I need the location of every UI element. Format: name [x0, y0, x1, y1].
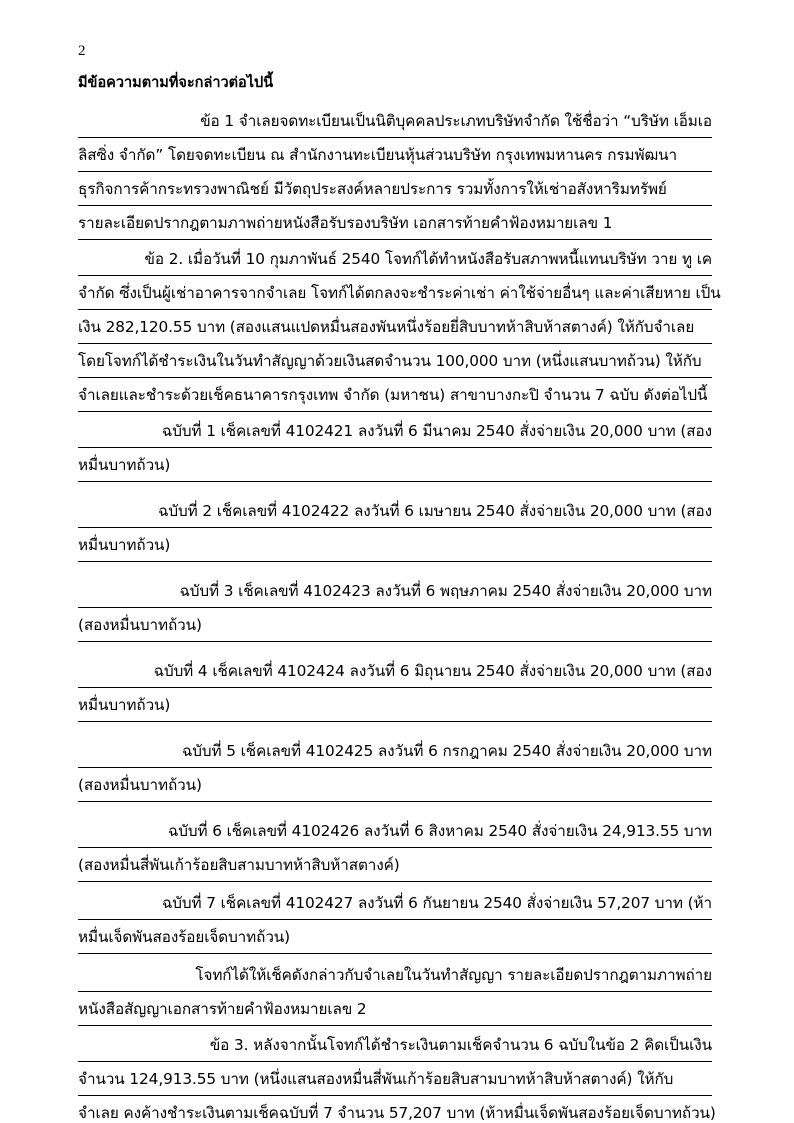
line-text: ฉบับที่ 3 เช็คเลขที่ 4102423 ลงวันที่ 6 พฤษภาคม 2540 สั่งจ่ายเงิน 20,000 บาท: [179, 582, 712, 600]
line-indent: [78, 734, 174, 767]
text-line: [78, 414, 712, 448]
text-line: จำเลยและชำระด้วยเช็คธนาคารกรุงเทพ จำกัด (มหาชน) สาขาบางกะปิ จำนวน 7 ฉบับ ดังต่อไปนี้: [78, 378, 712, 412]
text-line: [78, 654, 712, 688]
text-line: [78, 734, 712, 768]
cheque-entry-1: [78, 414, 712, 482]
cheque-entry-7: [78, 886, 712, 954]
text-line: หมื่นบาทถ้วน): [78, 448, 712, 482]
page-content: [78, 40, 721, 1123]
text-line: หมื่นบาทถ้วน): [78, 688, 712, 722]
line-text: ฉบับที่ 2 เช็คเลขที่ 4102422 ลงวันที่ 6 เมษายน 2540 สั่งจ่ายเงิน 20,000 บาท (สอง: [158, 502, 712, 520]
line-indent: [78, 1028, 174, 1061]
line-text: ข้อ 1 จำเลยจดทะเบียนเป็นนิติบุคคลประเภทบริษัทจำกัด ใช้ชื่อว่า “บริษัท เอ็มเอ: [200, 112, 712, 130]
cheque-entry-4: [78, 654, 712, 722]
line-indent: [78, 958, 174, 991]
text-line: [78, 494, 712, 528]
line-text: ข้อ 3. หลังจากนั้นโจทก์ได้ชำระเงินตามเช็คจำนวน 6 ฉบับในข้อ 2 คิดเป็นเงิน: [209, 1036, 712, 1054]
text-line: เงิน 282,120.55 บาท (สองแสนแปดหมื่นสองพันหนึ่งร้อยยี่สิบบาทห้าสิบห้าสตางค์) ให้กับจำเลย: [78, 310, 712, 344]
line-indent: [78, 242, 144, 275]
paragraph-clause-3: [78, 1028, 716, 1123]
line-text: ฉบับที่ 4 เช็คเลขที่ 4102424 ลงวันที่ 6 มิถุนายน 2540 สั่งจ่ายเงิน 20,000 บาท (สอง: [153, 662, 712, 680]
text-line: หมื่นเจ็ดพันสองร้อยเจ็ดบาทถ้วน): [78, 920, 712, 954]
paragraph-cheques-delivery: [78, 958, 712, 1026]
text-line: [78, 242, 712, 276]
text-line: หมื่นบาทถ้วน): [78, 528, 712, 562]
paragraph-clause-1: [78, 104, 712, 240]
line-indent: [78, 654, 154, 687]
text-line: [78, 574, 712, 608]
line-text: ฉบับที่ 7 เช็คเลขที่ 4102427 ลงวันที่ 6 กันยายน 2540 สั่งจ่ายเงิน 57,207 บาท (ห้า: [161, 894, 712, 912]
text-line: [78, 958, 712, 992]
line-text: โจทก์ได้ให้เช็คดังกล่าวกับจำเลยในวันทำสัญญา รายละเอียดปรากฎตามภาพถ่าย: [195, 966, 712, 984]
cheque-entry-2: [78, 494, 712, 562]
text-line: หนังสือสัญญาเอกสารท้ายคำฟ้องหมายเลข 2: [78, 992, 712, 1026]
text-line: [78, 814, 712, 848]
paragraph-spacer: [78, 562, 712, 574]
line-indent: [78, 574, 174, 607]
paragraph-spacer: [78, 802, 712, 814]
text-line: (สองหมื่นสี่พันเก้าร้อยสิบสามบาทห้าสิบห้าสตางค์): [78, 848, 712, 882]
line-indent: [78, 494, 158, 527]
line-indent: [78, 886, 162, 919]
line-text: ฉบับที่ 1 เช็คเลขที่ 4102421 ลงวันที่ 6 มีนาคม 2540 สั่งจ่ายเงิน 20,000 บาท (สอง: [161, 422, 712, 440]
line-indent: [78, 104, 174, 137]
text-line: [78, 1028, 712, 1062]
page-number: 2: [78, 43, 86, 59]
cheque-entry-3: [78, 574, 712, 642]
paragraph-spacer: [78, 482, 712, 494]
text-line: จำกัด ซึ่งเป็นผู้เช่าอาคารจากจำเลย โจทก์ได้ตกลงจะชำระค่าเช่า ค่าใช้จ่ายอื่นๆ และค่าเสียหาย เป็น: [78, 276, 712, 310]
line-text: ฉบับที่ 6 เช็คเลขที่ 4102426 ลงวันที่ 6 สิงหาคม 2540 สั่งจ่ายเงิน 24,913.55 บาท: [167, 822, 712, 840]
text-line: ลิสซิ่ง จำกัด” โดยจดทะเบียน ณ สำนักงานทะเบียนหุ้นส่วนบริษัท กรุงเทพมหานคร กรมพัฒนา: [78, 138, 712, 172]
text-line: (สองหมื่นบาทถ้วน): [78, 608, 712, 642]
text-line: ธุรกิจการค้ากระทรวงพาณิชย์ มีวัตถุประสงค์หลายประการ รวมทั้งการให้เช่าอสังหาริมทรัพย์: [78, 172, 712, 206]
paragraph-spacer: [78, 642, 712, 654]
cheque-entry-6: [78, 814, 712, 882]
line-indent: [78, 414, 162, 447]
paragraph-spacer: [78, 722, 712, 734]
text-line: [78, 104, 712, 138]
text-line: จำเลย คงค้างชำระเงินตามเช็คฉบับที่ 7 จำนวน 57,207 บาท (ห้าหมื่นเจ็ดพันสองร้อยเจ็ดบาทถ้วน): [78, 1096, 712, 1123]
text-line: รายละเอียดปรากฎตามภาพถ่ายหนังสือรับรองบริษัท เอกสารท้ายคำฟ้องหมายเลข 1: [78, 206, 712, 240]
line-text: ข้อ 2. เมื่อวันที่ 10 กุมภาพันธ์ 2540 โจทก์ได้ทำหนังสือรับสภาพหนี้แทนบริษัท วาย ทู เค: [144, 250, 712, 268]
text-line: โดยโจทก์ได้ชำระเงินในวันทำสัญญาด้วยเงินสดจำนวน 100,000 บาท (หนึ่งแสนบาทถ้วน) ให้กับ: [78, 344, 712, 378]
cheque-entry-5: [78, 734, 712, 802]
text-line: [78, 886, 712, 920]
line-indent: [78, 814, 168, 847]
page-heading: มีข้อความตามที่จะกล่าวต่อไปนี้: [78, 75, 274, 91]
text-line: จำนวน 124,913.55 บาท (หนึ่งแสนสองหมื่นสี่พันเก้าร้อยสิบสามบาทห้าสิบห้าสตางค์) ให้กับ: [78, 1062, 712, 1096]
text-line: (สองหมื่นบาทถ้วน): [78, 768, 712, 802]
paragraph-clause-2: [78, 242, 721, 412]
line-text: ฉบับที่ 5 เช็คเลขที่ 4102425 ลงวันที่ 6 กรกฎาคม 2540 สั่งจ่ายเงิน 20,000 บาท: [181, 742, 712, 760]
